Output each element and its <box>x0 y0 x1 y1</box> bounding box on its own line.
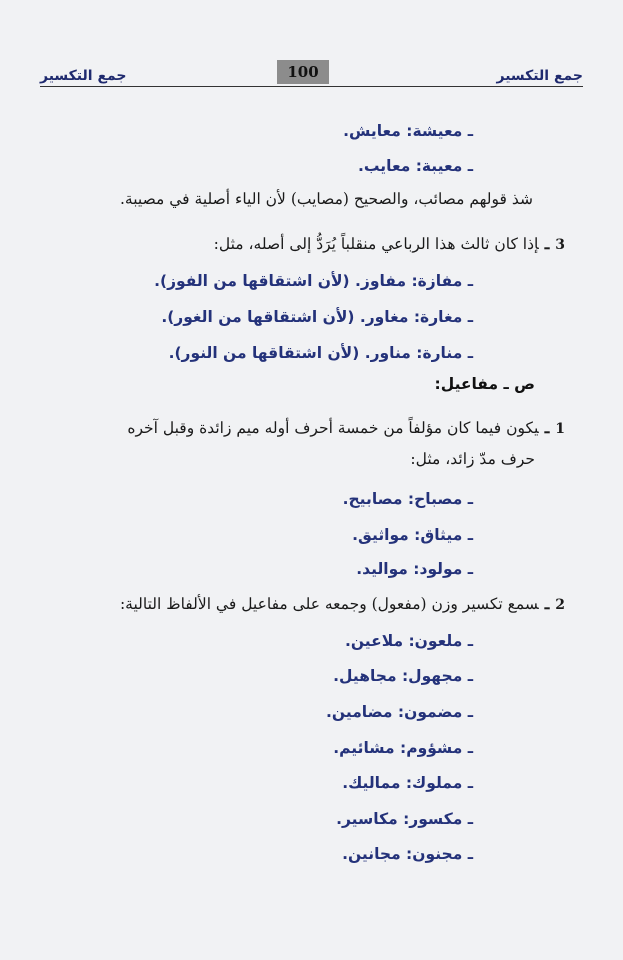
rule-3 <box>0 234 565 253</box>
running-title-right: جمع التكسير <box>496 68 583 84</box>
rule-dash: ـ <box>544 234 550 253</box>
example-line: ـ مكسور: مكاسير. <box>336 810 473 828</box>
header-rule <box>40 86 583 87</box>
example-line: ـ مفازة: مفاوز. (لأن اشتقاقها من الفوز). <box>154 272 473 290</box>
rule-text: سمع تكسير وزن (مفعول) وجمعه على مفاعيل في الألفاظ التالية: <box>119 595 539 613</box>
example-line: ـ مغارة: مغاور. (لأن اشتقاقها من الغور). <box>161 308 473 326</box>
page-header <box>40 58 583 88</box>
example-line: ـ مولود: مواليد. <box>356 560 473 578</box>
example-line: ـ معيشة: معايش. <box>343 122 473 140</box>
example-line: ـ مشؤوم: مشائيم. <box>333 739 473 757</box>
example-line: ـ معيبة: معايب. <box>358 157 473 175</box>
example-line: ـ مضمون: مضامين. <box>326 703 473 721</box>
rule-number: 1 <box>555 421 565 437</box>
rule-dash: ـ <box>544 594 550 613</box>
rule-text: إذا كان ثالث هذا الرباعي منقلباً يُرَدُّ إلى أصله، مثل: <box>213 235 539 253</box>
example-line: ـ مصباح: مصابيح. <box>342 490 473 508</box>
example-line: ـ ميثاق: مواثيق. <box>352 526 473 544</box>
example-line: ـ منارة: مناور. (لأن اشتقاقها من النور). <box>168 344 473 362</box>
example-line: ـ مملوك: مماليك. <box>342 774 473 792</box>
rule-1-continuation: حرف مدّ زائد، مثل: <box>410 450 535 468</box>
rule-number: 3 <box>555 237 565 253</box>
rule-1 <box>0 418 565 437</box>
example-line: ـ ملعون: ملاعين. <box>344 632 473 650</box>
example-line: ـ مجنون: مجانين. <box>342 845 473 863</box>
page-number: 100 <box>277 60 329 84</box>
rule-2 <box>0 594 565 613</box>
rule-dash: ـ <box>544 418 550 437</box>
section-heading: ص ـ مفاعيل: <box>434 375 535 393</box>
note-paragraph: شذ قولهم مصائب، والصحيح (مصايب) لأن الياء أصلية في مصيبة. <box>120 190 533 208</box>
rule-number: 2 <box>555 597 565 613</box>
example-line: ـ مجهول: مجاهيل. <box>333 667 473 685</box>
running-title-left: جمع التكسير <box>40 68 127 84</box>
rule-text: يكون فيما كان مؤلفاً من خمسة أحرف أوله ميم زائدة وقبل آخره <box>127 419 539 437</box>
